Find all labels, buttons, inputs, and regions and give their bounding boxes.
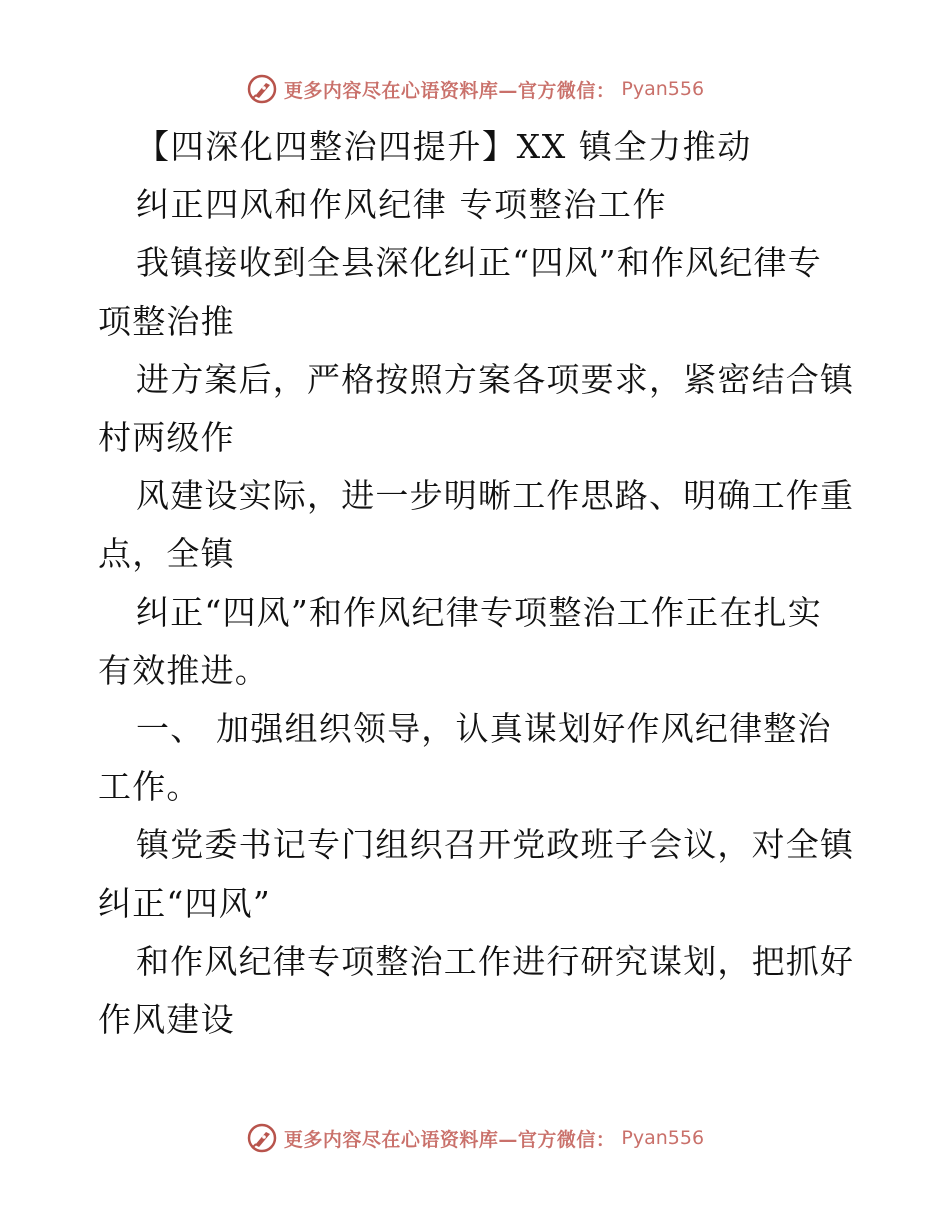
document-line: 风建设实际，进一步明晰工作思路、明确工作重 [136,476,855,516]
document-line: 一、 加强组织领导，认真谋划好作风纪律整治 [136,709,832,749]
watermark-text: 更多内容尽在心语资料库—官方微信： [283,79,616,102]
document-line: 进方案后，严格按照方案各项要求，紧密结合镇 [136,359,855,399]
document-paragraphs [98,234,858,1049]
watermark-text: 更多内容尽在心语资料库—官方微信： [283,1128,616,1151]
document-line: 纠正“四风” [98,883,271,923]
document-line: 镇党委书记专门组织召开党政班子会议，对全镇 [136,825,855,865]
document-line: 工作。 [98,767,201,807]
document-title-line-1: 【四深化四整治四提升】XX 镇全力推动 [136,127,752,166]
document-line: 点，全镇 [98,534,235,574]
pen-nib-icon [246,1122,278,1154]
footer-watermark [0,1122,950,1154]
header-watermark [0,73,950,105]
watermark-wechat-id: Pyan556 [621,78,705,100]
document-title-line-2: 纠正四风和作风纪律 专项整治工作 [136,185,668,225]
document-line: 作风建设 [98,1000,235,1040]
pen-nib-icon [246,73,278,105]
document-line: 和作风纪律专项整治工作进行研究谋划，把抓好 [136,941,855,981]
document-body [98,118,858,1049]
document-line: 村两级作 [98,418,235,458]
document-line: 项整治推 [98,301,235,341]
document-line: 有效推进。 [98,650,269,690]
watermark-wechat-id: Pyan556 [621,1127,705,1149]
document-line: 我镇接收到全县深化纠正“四风”和作风纪律专 [136,243,822,283]
document-line: 纠正“四风”和作风纪律专项整治工作正在扎实 [136,592,822,632]
